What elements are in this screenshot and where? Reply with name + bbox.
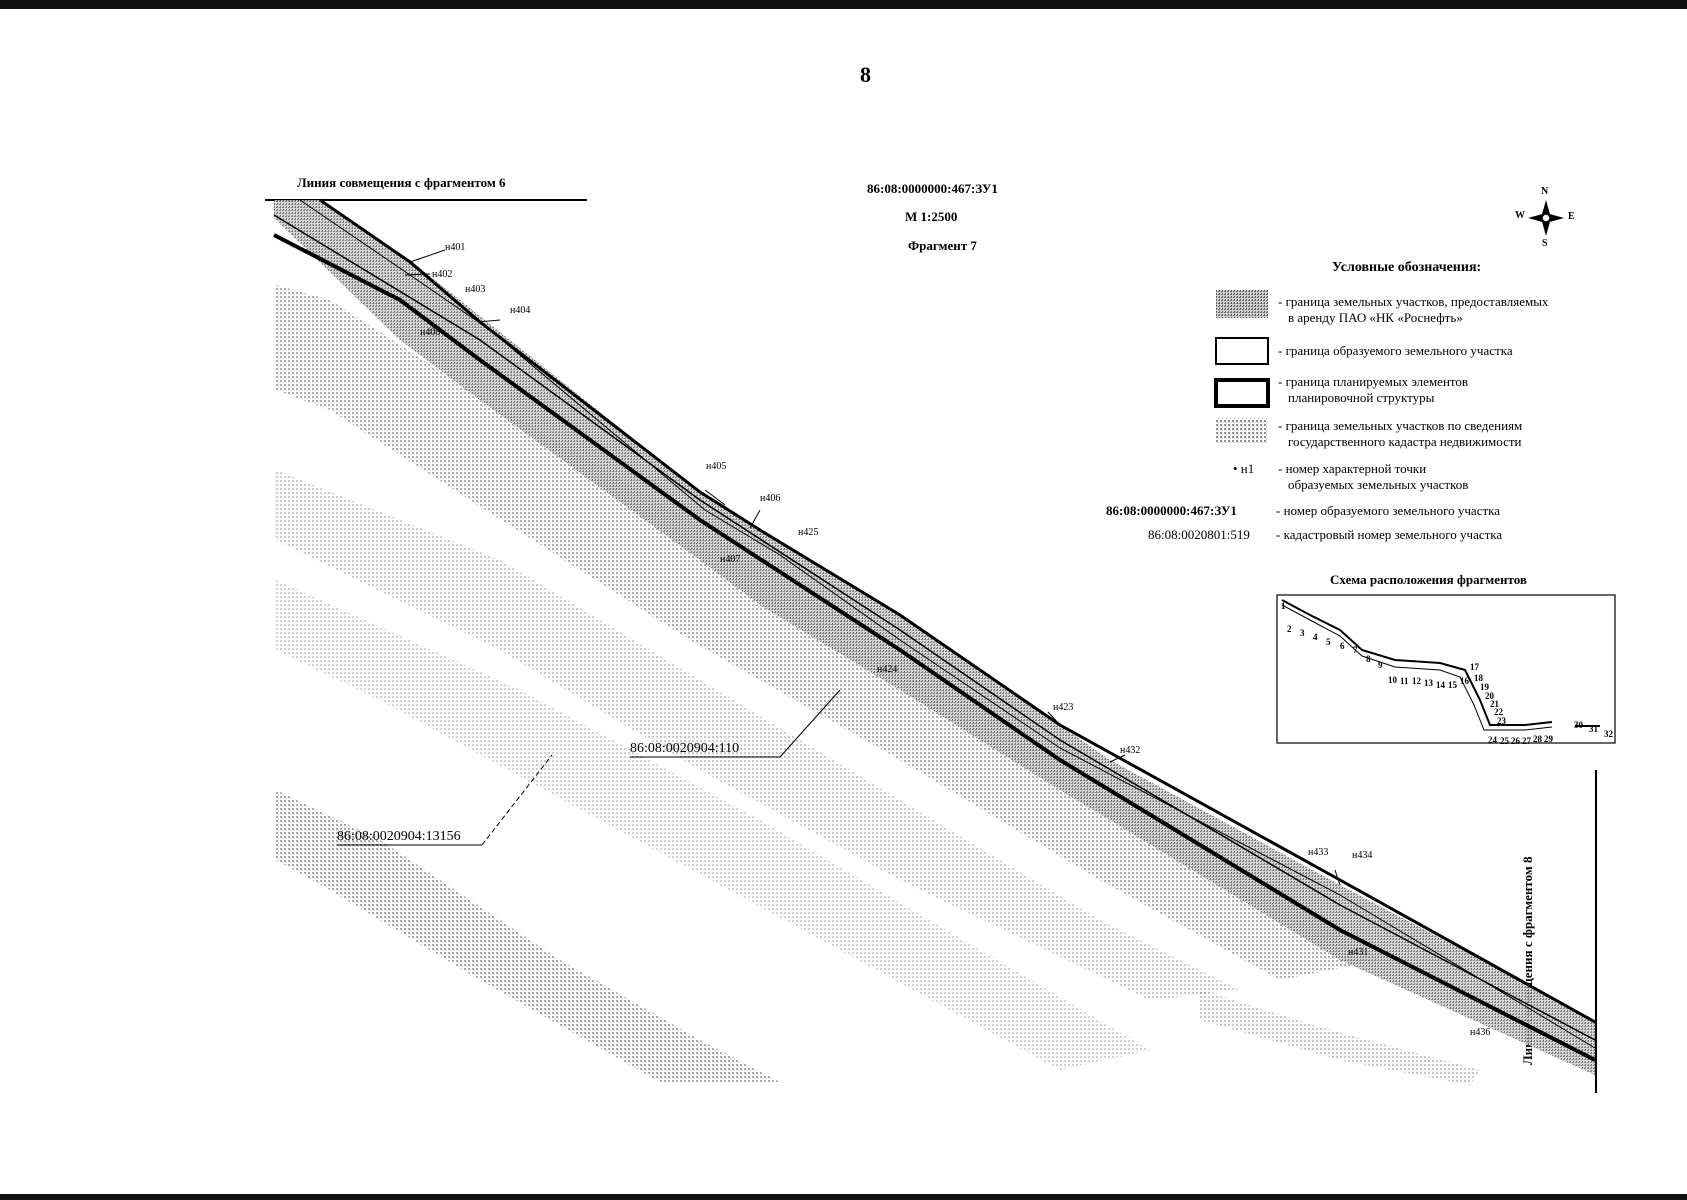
scheme-number: 21 — [1490, 699, 1499, 709]
scheme-number: 28 — [1533, 734, 1542, 744]
left-join-title: Линия совмещения с фрагментом 6 — [297, 175, 506, 190]
legend-cadastral-num-text: - кадастровый номер земельного участка — [1276, 527, 1503, 542]
point-label: н423 — [1053, 702, 1074, 713]
point-label: н432 — [1120, 745, 1141, 756]
compass-n: N — [1541, 186, 1549, 197]
legend-lease-symbol — [1216, 290, 1268, 318]
page-number: 8 — [860, 62, 871, 87]
tick-401 — [410, 250, 445, 262]
scheme-frame — [1277, 595, 1615, 743]
legend-planned-text: - граница планируемых элементов планировочной структуры — [1278, 374, 1469, 405]
scheme-number: 1 — [1281, 601, 1286, 611]
point-label: н401 — [445, 242, 466, 253]
scheme-number: 2 — [1287, 624, 1292, 634]
point-label: н424 — [877, 664, 898, 675]
legend-title: Условные обозначения: — [1332, 260, 1482, 275]
scheme-number: 6 — [1340, 641, 1345, 651]
point-label: н425 — [798, 527, 819, 538]
point-label: н407 — [720, 554, 741, 565]
scheme-number: 9 — [1378, 660, 1383, 670]
point-label: н403 — [465, 284, 486, 295]
scheme-number: 18 — [1474, 673, 1483, 683]
scheme-number: 4 — [1313, 632, 1318, 642]
right-join-title: Линия совмещения с фрагментом 8 — [1520, 856, 1535, 1065]
legend-lease-text: - граница земельных участков, предоставляемых в аренду ПАО «НК «Роснефть» — [1278, 294, 1549, 325]
legend-formed-text: - граница образуемого земельного участка — [1278, 343, 1513, 358]
cadastral-band-5 — [1200, 990, 1480, 1085]
scheme-number: 24 — [1488, 735, 1497, 745]
scheme-number: 7 — [1353, 645, 1358, 655]
point-label: н433 — [1308, 847, 1329, 858]
legend-cadastre-symbol — [1216, 418, 1268, 444]
scheme-number: 32 — [1604, 729, 1613, 739]
scheme-number: 17 — [1470, 662, 1479, 672]
scheme-number: 22 — [1494, 707, 1503, 717]
scheme-number: 8 — [1366, 654, 1371, 664]
scheme-number: 19 — [1480, 682, 1489, 692]
parcel-id-title: 86:08:0000000:467:ЗУ1 — [867, 181, 998, 196]
scheme-number: 10 — [1388, 675, 1397, 685]
compass-s: S — [1542, 238, 1548, 249]
legend-formed-symbol — [1216, 338, 1268, 364]
scheme-number: 13 — [1424, 678, 1433, 688]
point-label: н431 — [1348, 947, 1369, 958]
point-label: н436 — [1470, 1027, 1491, 1038]
scheme-number: 3 — [1300, 628, 1305, 638]
cadastral-label: 86:08:0020904:110 — [630, 741, 740, 756]
scheme-number: 16 — [1460, 676, 1469, 686]
compass-w: W — [1515, 210, 1525, 221]
legend-point-symbol: • н1 — [1233, 461, 1255, 476]
scheme-title: Схема расположения фрагментов — [1330, 572, 1527, 587]
scheme-number: 26 — [1511, 736, 1520, 746]
point-label: н405 — [706, 461, 727, 472]
scheme-number: 12 — [1412, 676, 1421, 686]
point-label: н406 — [760, 493, 781, 504]
scheme-number: 11 — [1400, 676, 1409, 686]
legend-parcel-num-text: - номер образуемого земельного участка — [1276, 503, 1501, 518]
scheme-number: 20 — [1485, 691, 1494, 701]
legend-cadastre-text: - граница земельных участков по сведениям государственного кадастра недвижимости — [1278, 418, 1523, 449]
point-label: н434 — [1352, 850, 1373, 861]
scheme-number: 25 — [1500, 736, 1509, 746]
scheme-number: 23 — [1497, 716, 1506, 726]
scheme-number: 31 — [1589, 724, 1598, 734]
legend-planned-symbol — [1216, 380, 1268, 406]
scheme-number: 27 — [1522, 736, 1531, 746]
scheme-number: 30 — [1574, 720, 1583, 730]
scheme-number: 5 — [1326, 637, 1331, 647]
legend-point-text: - номер характерной точки образуемых земельных участков — [1278, 461, 1469, 492]
point-label: н402 — [432, 269, 453, 280]
compass-rose — [1528, 200, 1564, 236]
point-label: н408 — [420, 327, 441, 338]
fragment-label: Фрагмент 7 — [908, 238, 977, 253]
scale-label: М 1:2500 — [905, 209, 958, 224]
scheme-number: 29 — [1544, 734, 1553, 744]
legend-cadastral-num-symbol: 86:08:0020801:519 — [1148, 527, 1250, 542]
legend-parcel-num-symbol: 86:08:0000000:467:ЗУ1 — [1106, 503, 1237, 518]
scheme-number: 15 — [1448, 680, 1457, 690]
point-label: н404 — [510, 305, 531, 316]
cadastral-label: 86:08:0020904:13156 — [337, 829, 461, 844]
scheme-number: 14 — [1436, 680, 1445, 690]
compass-e: E — [1568, 211, 1575, 222]
